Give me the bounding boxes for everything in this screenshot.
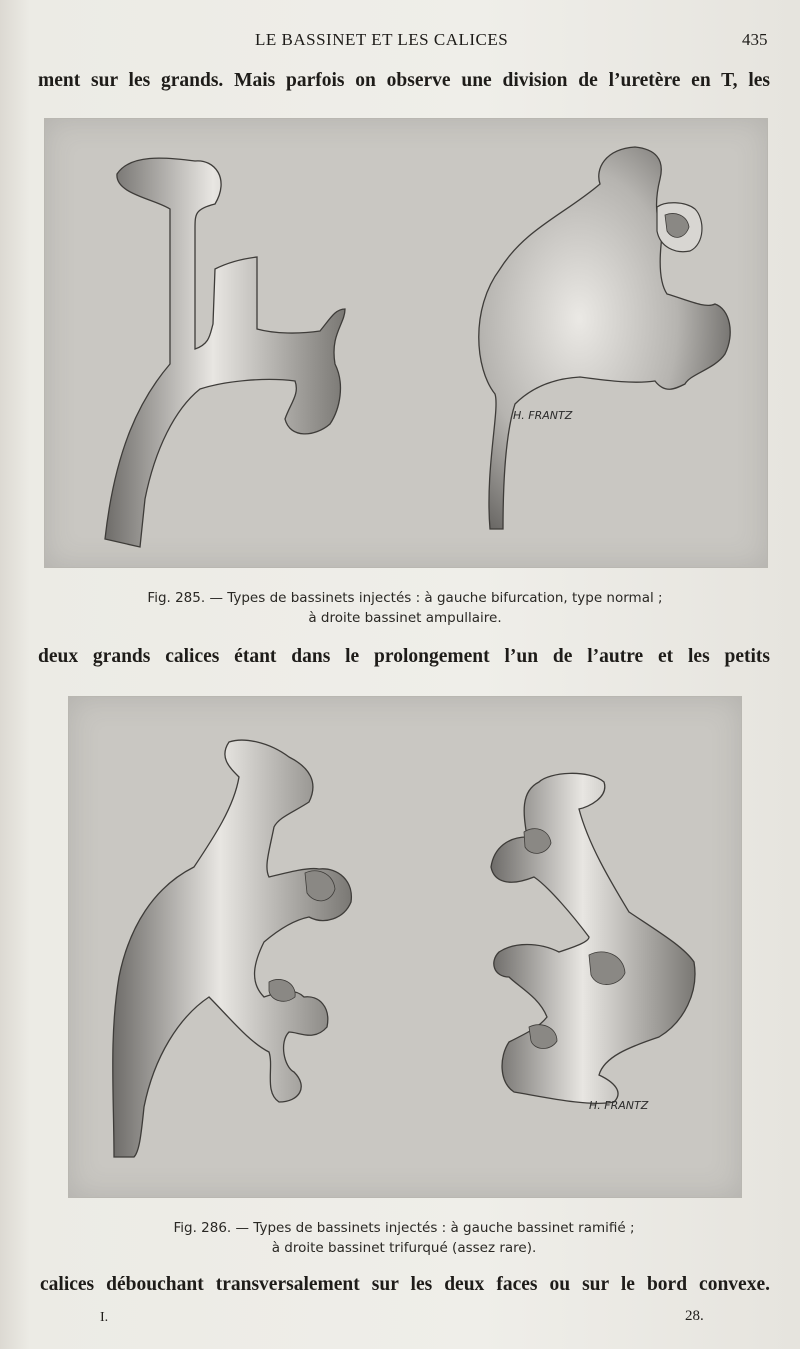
figure-286-caption	[68, 1218, 740, 1258]
ramified-pelvis-drawing	[113, 740, 352, 1157]
body-text-line-3: calices débouchant transversalement sur les deux faces ou sur le bord convexe.	[40, 1274, 770, 1295]
figure-285-caption-line-1: Fig. 285. — Types de bassinets injectés : à gauche bifurcation, type normal ;	[147, 590, 663, 606]
figure-285-illustration	[44, 118, 768, 568]
figure-286-signature: H. FRANTZ	[589, 1099, 649, 1112]
bifurcated-pelvis-drawing	[105, 158, 345, 547]
running-title: LE BASSINET ET LES CALICES	[255, 30, 509, 49]
figure-285-caption-line-2: à droite bassinet ampullaire.	[308, 610, 502, 626]
figure-285-drawing	[45, 119, 767, 567]
signature-mark: I.	[100, 1310, 109, 1325]
body-text-line-2: deux grands calices étant dans le prolongement l’un de l’autre et les petits	[38, 646, 770, 667]
figure-286-drawing	[69, 697, 741, 1197]
trifurcated-pelvis-drawing	[491, 773, 695, 1103]
sheet-number: 28.	[685, 1308, 704, 1324]
figure-285-signature: H. FRANTZ	[513, 409, 573, 422]
figure-286-caption-line-1: Fig. 286. — Types de bassinets injectés : à gauche bassinet ramifié ;	[173, 1220, 635, 1236]
ampullary-pelvis-drawing	[479, 147, 730, 529]
figure-285-caption	[44, 588, 766, 628]
figure-286-illustration	[68, 696, 742, 1198]
figure-286-caption-line-2: à droite bassinet trifurqué (assez rare).	[271, 1240, 537, 1256]
running-head	[0, 30, 800, 54]
page-number: 435	[742, 30, 768, 49]
body-text-line-1: ment sur les grands. Mais parfois on observe une division de l’uretère en T, les	[38, 70, 770, 91]
